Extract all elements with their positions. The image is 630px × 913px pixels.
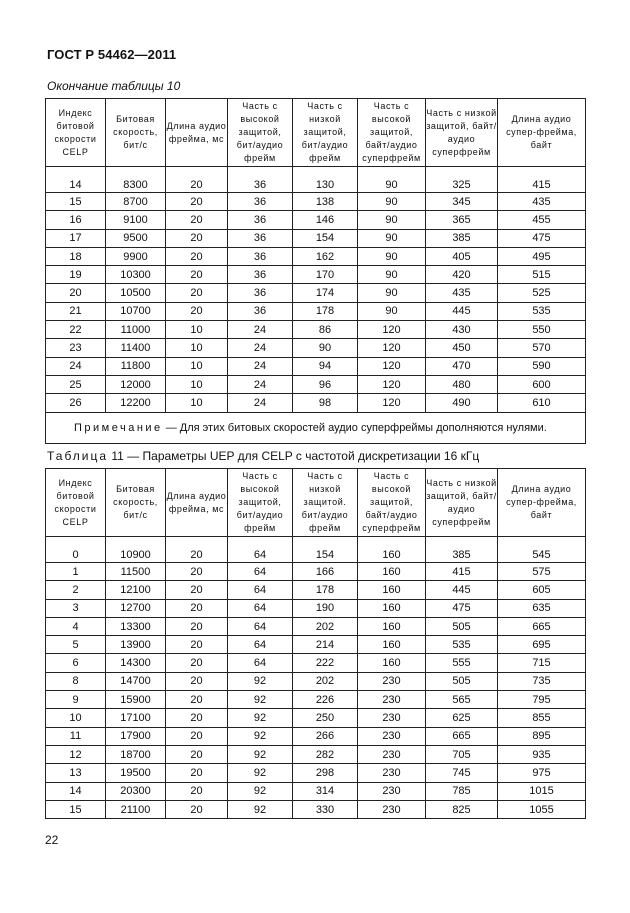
table-cell: 20 (166, 581, 228, 599)
column-header: Длина аудио фрейма, мс (166, 99, 228, 167)
table-cell: 20 (46, 284, 106, 302)
table-row (46, 394, 586, 412)
table-cell: 20 (166, 247, 228, 265)
table-cell: 570 (498, 339, 586, 357)
table-cell: 154 (293, 229, 358, 247)
table-cell: 10 (166, 339, 228, 357)
table-cell: 86 (293, 321, 358, 339)
table-cell: 450 (426, 339, 498, 357)
table-cell: 130 (293, 167, 358, 193)
table-cell: 120 (358, 339, 426, 357)
table-cell: 14 (46, 782, 106, 800)
column-header: Часть с высокой защитой, байт/аудио суперфрейм (358, 469, 426, 537)
table-cell: 24 (228, 321, 293, 339)
page-number: 22 (45, 833, 59, 847)
table-cell: 9900 (106, 247, 166, 265)
column-header: Часть с низкой защитой, байт/аудио суперфрейм (426, 99, 498, 167)
table-row (46, 302, 586, 320)
table-cell: 92 (228, 782, 293, 800)
table-cell: 20 (166, 782, 228, 800)
table-cell: 12100 (106, 581, 166, 599)
table-cell: 20 (166, 636, 228, 654)
table-cell: 20 (166, 167, 228, 193)
table-row (46, 745, 586, 763)
table-row (46, 211, 586, 229)
table-cell: 36 (228, 193, 293, 211)
table-cell: 20 (166, 745, 228, 763)
table-row (46, 357, 586, 375)
table-cell: 610 (498, 394, 586, 412)
table-cell: 20 (166, 727, 228, 745)
table-cell: 505 (426, 672, 498, 690)
table-cell: 21 (46, 302, 106, 320)
table-cell: 490 (426, 394, 498, 412)
table-cell: 36 (228, 211, 293, 229)
table-row (46, 727, 586, 745)
column-header: Часть с высокой защитой, байт/аудио суперфрейм (358, 99, 426, 167)
table-cell: 445 (426, 581, 498, 599)
table-cell: 745 (426, 764, 498, 782)
table-cell: 20 (166, 599, 228, 617)
table-cell: 495 (498, 247, 586, 265)
table-cell: 525 (498, 284, 586, 302)
table-cell: 24 (228, 339, 293, 357)
table-cell: 14700 (106, 672, 166, 690)
column-header: Длина аудио супер-фрейма, байт (498, 469, 586, 537)
table-cell: 3 (46, 599, 106, 617)
table-row (46, 247, 586, 265)
table-cell: 345 (426, 193, 498, 211)
table-cell: 15900 (106, 691, 166, 709)
table-cell: 314 (293, 782, 358, 800)
table-cell: 160 (358, 599, 426, 617)
column-header: Длина аудио супер-фрейма, байт (498, 99, 586, 167)
table-cell: 665 (426, 727, 498, 745)
table-cell: 11400 (106, 339, 166, 357)
table-11 (45, 468, 586, 819)
table-cell: 365 (426, 211, 498, 229)
table-cell: 266 (293, 727, 358, 745)
table-cell: 230 (358, 782, 426, 800)
table-cell: 19 (46, 266, 106, 284)
table-cell: 545 (498, 537, 586, 563)
column-header: Индекс битовой скорости CELP (46, 469, 106, 537)
table-cell: 92 (228, 800, 293, 818)
table-cell: 92 (228, 691, 293, 709)
note-text: — Для этих битовых скоростей аудио суперфреймы дополняются нулями. (162, 421, 547, 434)
table-row (46, 537, 586, 563)
column-header: Битовая скорость, бит/с (106, 99, 166, 167)
table-cell: 90 (358, 229, 426, 247)
table-cell: 24 (46, 357, 106, 375)
table-cell: 1015 (498, 782, 586, 800)
table-cell: 178 (293, 302, 358, 320)
table-cell: 10700 (106, 302, 166, 320)
table-cell: 10900 (106, 537, 166, 563)
table-cell: 174 (293, 284, 358, 302)
column-header: Длина аудио фрейма, мс (166, 469, 228, 537)
table-cell: 20 (166, 764, 228, 782)
table-cell: 154 (293, 537, 358, 563)
table-cell: 90 (358, 193, 426, 211)
table-cell: 230 (358, 691, 426, 709)
table-cell: 222 (293, 654, 358, 672)
table11-caption-label: Таблица (47, 449, 109, 463)
table-cell: 415 (498, 167, 586, 193)
table-cell: 15 (46, 800, 106, 818)
table-cell: 600 (498, 375, 586, 393)
table-cell: 10500 (106, 284, 166, 302)
table-row (46, 581, 586, 599)
table-cell: 14300 (106, 654, 166, 672)
table-cell: 202 (293, 672, 358, 690)
table-row (46, 636, 586, 654)
table-cell: 435 (426, 284, 498, 302)
table-row (46, 167, 586, 193)
table-cell: 94 (293, 357, 358, 375)
table-cell: 935 (498, 745, 586, 763)
table-cell: 138 (293, 193, 358, 211)
table-cell: 705 (426, 745, 498, 763)
note-label: Примечание (74, 421, 163, 434)
table-cell: 160 (358, 581, 426, 599)
table-cell: 470 (426, 357, 498, 375)
column-header: Часть с высокой защитой, бит/аудио фрейм (228, 99, 293, 167)
table-cell: 214 (293, 636, 358, 654)
table-cell: 895 (498, 727, 586, 745)
table-cell: 190 (293, 599, 358, 617)
table-cell: 22 (46, 321, 106, 339)
table-cell: 92 (228, 709, 293, 727)
table-cell: 64 (228, 563, 293, 581)
column-header: Индекс битовой скорости CELP (46, 99, 106, 167)
table10-caption: Окончание таблицы 10 (47, 79, 181, 93)
table-cell: 98 (293, 394, 358, 412)
table-cell: 15 (46, 193, 106, 211)
table-cell: 64 (228, 537, 293, 563)
table-cell: 20 (166, 654, 228, 672)
table-row (46, 764, 586, 782)
table-cell: 330 (293, 800, 358, 818)
table-cell: 535 (426, 636, 498, 654)
table-cell: 160 (358, 636, 426, 654)
table-row (46, 284, 586, 302)
table-cell: 825 (426, 800, 498, 818)
table-cell: 20 (166, 617, 228, 635)
table-cell: 24 (228, 375, 293, 393)
table-cell: 25 (46, 375, 106, 393)
table-cell: 20 (166, 800, 228, 818)
table-cell: 575 (498, 563, 586, 581)
table-cell: 11500 (106, 563, 166, 581)
table-row (46, 800, 586, 818)
table-cell: 455 (498, 211, 586, 229)
table-cell: 10300 (106, 266, 166, 284)
table-cell: 8700 (106, 193, 166, 211)
table-row (46, 193, 586, 211)
table-cell: 17100 (106, 709, 166, 727)
table-cell: 9500 (106, 229, 166, 247)
table-cell: 10 (166, 394, 228, 412)
table-cell: 64 (228, 599, 293, 617)
table-cell: 625 (426, 709, 498, 727)
table-cell: 12000 (106, 375, 166, 393)
table-cell: 19500 (106, 764, 166, 782)
table-cell: 16 (46, 211, 106, 229)
table-cell: 36 (228, 167, 293, 193)
table-cell: 162 (293, 247, 358, 265)
table-cell: 120 (358, 357, 426, 375)
table-cell: 120 (358, 394, 426, 412)
table-cell: 14 (46, 167, 106, 193)
table-cell: 385 (426, 537, 498, 563)
table-cell: 20 (166, 193, 228, 211)
table-cell: 0 (46, 537, 106, 563)
table-row (46, 563, 586, 581)
table-10-continuation (45, 98, 586, 444)
column-header: Часть с низкой защитой, байт/аудио суперфрейм (426, 469, 498, 537)
table-cell: 11800 (106, 357, 166, 375)
table-cell: 9100 (106, 211, 166, 229)
table-cell: 90 (358, 302, 426, 320)
table-cell: 20 (166, 302, 228, 320)
table-cell: 665 (498, 617, 586, 635)
table-cell: 20 (166, 691, 228, 709)
table-cell: 21100 (106, 800, 166, 818)
table-cell: 20 (166, 537, 228, 563)
table-cell: 475 (426, 599, 498, 617)
table-cell: 590 (498, 357, 586, 375)
table-cell: 36 (228, 302, 293, 320)
table-cell: 535 (498, 302, 586, 320)
table-cell: 18700 (106, 745, 166, 763)
table-cell: 13900 (106, 636, 166, 654)
table-cell: 23 (46, 339, 106, 357)
table-cell: 475 (498, 229, 586, 247)
table-cell: 480 (426, 375, 498, 393)
table-cell: 160 (358, 563, 426, 581)
table-cell: 430 (426, 321, 498, 339)
table-cell: 435 (498, 193, 586, 211)
table-cell: 90 (358, 284, 426, 302)
table-cell: 36 (228, 229, 293, 247)
column-header: Часть с низкой защитой, бит/аудио фрейм (293, 99, 358, 167)
table-cell: 20 (166, 709, 228, 727)
table-cell: 10 (166, 321, 228, 339)
table-cell: 230 (358, 727, 426, 745)
table-cell: 505 (426, 617, 498, 635)
table-cell: 26 (46, 394, 106, 412)
table-cell: 10 (46, 709, 106, 727)
table-cell: 975 (498, 764, 586, 782)
table-cell: 20 (166, 229, 228, 247)
column-header: Часть с низкой защитой. бит/аудио фрейм (293, 469, 358, 537)
table-cell: 120 (358, 321, 426, 339)
table11-caption (47, 449, 479, 463)
table-cell: 64 (228, 617, 293, 635)
table-cell: 4 (46, 617, 106, 635)
table-row (46, 339, 586, 357)
table-cell: 12200 (106, 394, 166, 412)
table-cell: 178 (293, 581, 358, 599)
table-cell: 282 (293, 745, 358, 763)
table-cell: 405 (426, 247, 498, 265)
table-row (46, 229, 586, 247)
table-cell: 250 (293, 709, 358, 727)
table-row (46, 599, 586, 617)
table-cell: 36 (228, 247, 293, 265)
table-cell: 170 (293, 266, 358, 284)
table-cell: 445 (426, 302, 498, 320)
table-cell: 325 (426, 167, 498, 193)
table-cell: 230 (358, 745, 426, 763)
table-cell: 2 (46, 581, 106, 599)
table-cell: 90 (293, 339, 358, 357)
table-header-row (46, 99, 586, 167)
table-row (46, 691, 586, 709)
table-cell: 20 (166, 211, 228, 229)
table-cell: 160 (358, 617, 426, 635)
table-cell: 20 (166, 672, 228, 690)
table-cell: 785 (426, 782, 498, 800)
table-cell: 11 (46, 727, 106, 745)
table-cell: 160 (358, 537, 426, 563)
table-cell: 230 (358, 709, 426, 727)
table-cell: 20 (166, 266, 228, 284)
document-header: ГОСТ Р 54462—2011 (47, 47, 177, 62)
table-cell: 10 (166, 357, 228, 375)
table-cell: 92 (228, 764, 293, 782)
table-cell: 64 (228, 654, 293, 672)
table-cell: 420 (426, 266, 498, 284)
table-row (46, 672, 586, 690)
table-cell: 6 (46, 654, 106, 672)
table-cell: 12 (46, 745, 106, 763)
table-cell: 10 (166, 375, 228, 393)
table-cell: 92 (228, 727, 293, 745)
table-cell: 202 (293, 617, 358, 635)
table-cell: 11000 (106, 321, 166, 339)
table-cell: 24 (228, 394, 293, 412)
column-header: Битовая скорость, бит/с (106, 469, 166, 537)
table-cell: 17900 (106, 727, 166, 745)
table-cell: 695 (498, 636, 586, 654)
table-cell: 92 (228, 745, 293, 763)
table-cell: 555 (426, 654, 498, 672)
table-cell: 166 (293, 563, 358, 581)
table-cell: 5 (46, 636, 106, 654)
table-cell: 735 (498, 672, 586, 690)
table-cell: 96 (293, 375, 358, 393)
table-cell: 230 (358, 800, 426, 818)
table-cell: 8300 (106, 167, 166, 193)
table-cell: 20 (166, 284, 228, 302)
table-cell: 8 (46, 672, 106, 690)
table-cell: 565 (426, 691, 498, 709)
table-row (46, 782, 586, 800)
table-cell: 17 (46, 229, 106, 247)
table-cell: 635 (498, 599, 586, 617)
table-cell: 20300 (106, 782, 166, 800)
table-row (46, 709, 586, 727)
table-cell: 24 (228, 357, 293, 375)
table-cell: 12700 (106, 599, 166, 617)
table-cell: 1 (46, 563, 106, 581)
table-cell: 855 (498, 709, 586, 727)
table-cell: 385 (426, 229, 498, 247)
table-cell: 795 (498, 691, 586, 709)
table-cell: 90 (358, 266, 426, 284)
table-cell: 64 (228, 636, 293, 654)
table-cell: 146 (293, 211, 358, 229)
table-cell: 20 (166, 563, 228, 581)
table-cell: 230 (358, 764, 426, 782)
table-cell: 298 (293, 764, 358, 782)
table-cell: 550 (498, 321, 586, 339)
table-row (46, 321, 586, 339)
table-cell: 92 (228, 672, 293, 690)
table-cell: 18 (46, 247, 106, 265)
table-cell: 226 (293, 691, 358, 709)
table-cell: 160 (358, 654, 426, 672)
table-cell: 230 (358, 672, 426, 690)
table-note-row (46, 412, 586, 443)
table-cell: 515 (498, 266, 586, 284)
table-note (46, 412, 586, 443)
table-cell: 13 (46, 764, 106, 782)
table-row (46, 375, 586, 393)
table-cell: 90 (358, 167, 426, 193)
table-header-row (46, 469, 586, 537)
table-cell: 120 (358, 375, 426, 393)
table-cell: 36 (228, 266, 293, 284)
table-cell: 64 (228, 581, 293, 599)
table-cell: 9 (46, 691, 106, 709)
table11-caption-text: 11 — Параметры UEP для CELP с частотой дискретизации 16 кГц (108, 449, 480, 463)
column-header: Часть с высокой защитой, бит/аудио фрейм (228, 469, 293, 537)
table-row (46, 654, 586, 672)
table-cell: 36 (228, 284, 293, 302)
table-cell: 415 (426, 563, 498, 581)
table-row (46, 266, 586, 284)
table-cell: 1055 (498, 800, 586, 818)
table-cell: 715 (498, 654, 586, 672)
table-row (46, 617, 586, 635)
table-cell: 605 (498, 581, 586, 599)
table-cell: 90 (358, 211, 426, 229)
table-cell: 90 (358, 247, 426, 265)
table-cell: 13300 (106, 617, 166, 635)
